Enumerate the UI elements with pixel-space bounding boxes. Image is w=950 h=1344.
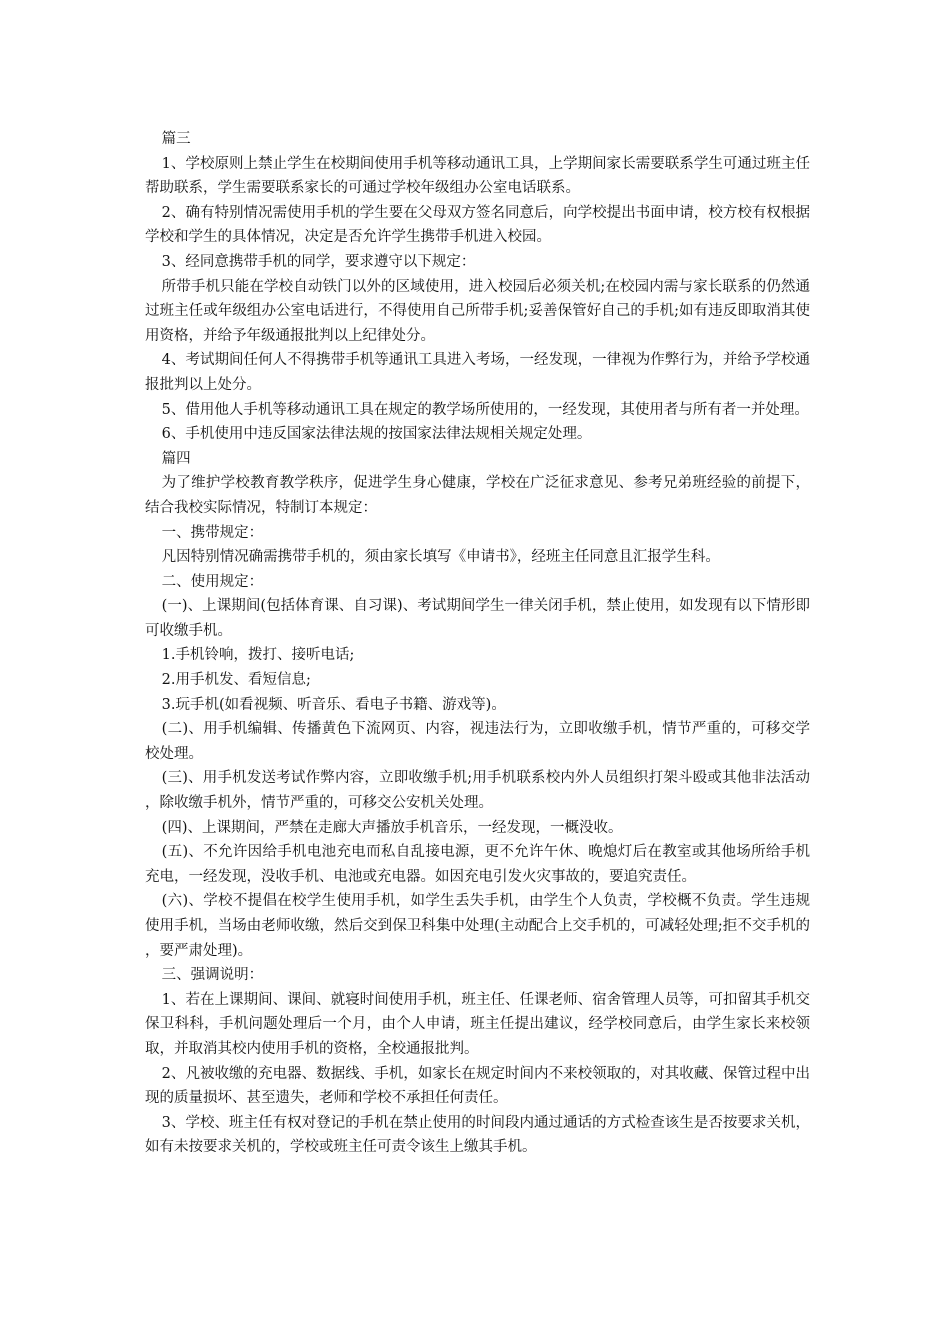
paragraph: 3、经同意携带手机的同学，要求遵守以下规定： [161,253,476,270]
paragraph: (三)、用手机发送考试作弊内容，立即收缴手机;用手机联系校内外人员组织打架斗殴或其他非法活动，除收缴手机外，情节严重的，可移交公安机关处理。 [145,770,810,812]
list-item: 1.手机铃响，拨打、接听电话; [161,647,355,664]
paragraph: 6、手机使用中违反国家法律法规的按国家法律法规相关规定处理。 [161,426,592,443]
section-heading-part3: 篇三 [161,131,191,147]
document-body [145,127,810,1160]
paragraph: 凡因特别情况确需携带手机的，须由家长填写《申请书》，经班主任同意且汇报学生科。 [161,549,720,566]
paragraph: 5、借用他人手机等移动通讯工具在规定的教学场所使用的，一经发现，其使用者与所有者一并处理。 [161,401,809,418]
paragraph: 所带手机只能在学校自动铁门以外的区域使用，进入校园后必须关机;在校园内需与家长联系的仍然通过班主任或年级组办公室电话进行，不得使用自己所带手机;妥善保管好自己的手机;如有违反即取消其使用资格，并给予年级通报批判以上纪律处分。 [145,278,810,344]
paragraph: 2、凡被收缴的充电器、数据线、手机，如家长在规定时间内不来校领取的，对其收藏、保管过程中出现的质量损坏、甚至遗失，老师和学校不承担任何责任。 [145,1065,810,1107]
paragraph: 2、确有特别情况需使用手机的学生要在父母双方签名同意后，向学校提出书面申请，校方校有权根据学校和学生的具体情况，决定是否允许学生携带手机进入校园。 [145,204,810,246]
paragraph: 4、考试期间任何人不得携带手机等通讯工具进入考场，一经发现，一律视为作弊行为，并给予学校通报批判以上处分。 [145,352,810,393]
subheading-use-rules: 二、使用规定： [161,573,264,590]
paragraph: (二)、用手机编辑、传播黄色下流网页、内容，视违法行为，立即收缴手机，情节严重的，可移交学校处理。 [145,721,810,762]
paragraph: (六)、学校不提倡在校学生使用手机，如学生丢失手机，由学生个人负责，学校概不负责。学生违规使用手机，当场由老师收缴，然后交到保卫科集中处理(主动配合上交手机的，可减轻处理;拒不交手机的，要严肃处理)。 [145,893,810,959]
paragraph: 为了维护学校教育教学秩序，促进学生身心健康，学校在广泛征求意见、参考兄弟班经验的前提下，结合我校实际情况，特制订本规定： [145,475,810,516]
paragraph: 1、学校原则上禁止学生在校期间使用手机等移动通讯工具，上学期间家长需要联系学生可通过班主任帮助联系，学生需要联系家长的可通过学校年级组办公室电话联系。 [145,155,810,197]
paragraph: (五)、不允许因给手机电池充电而私自乱接电源，更不允许午休、晚熄灯后在教室或其他场所给手机充电，一经发现，没收手机、电池或充电器。如因充电引发火灾事故的，要追究责任。 [145,844,810,885]
subheading-notes: 三、强调说明： [161,967,264,984]
paragraph: 3、学校、班主任有权对登记的手机在禁止使用的时间段内通过通话的方式检查该生是否按要求关机，如有未按要求关机的，学校或班主任可责令该生上缴其手机。 [145,1114,810,1156]
paragraph: 1、若在上课期间、课间、就寝时间使用手机，班主任、任课老师、宿舍管理人员等，可扣留其手机交保卫科科，手机问题处理后一个月，由个人申请，班主任提出建议，经学校同意后，由学生家长来校领取，并取消其校内使用手机的资格，全校通报批判。 [145,991,810,1057]
subheading-carry-rules: 一、携带规定： [161,524,264,541]
list-item: 3.玩手机(如看视频、听音乐、看电子书籍、游戏等)。 [161,696,506,713]
paragraph: (四)、上课期间，严禁在走廊大声播放手机音乐，一经发现，一概没收。 [161,819,623,836]
list-item: 2.用手机发、看短信息; [161,672,311,689]
paragraph: (一)、上课期间(包括体育课、自习课)、考试期间学生一律关闭手机，禁止使用，如发现有以下情形即可收缴手机。 [145,598,810,639]
section-heading-part4: 篇四 [161,450,191,467]
